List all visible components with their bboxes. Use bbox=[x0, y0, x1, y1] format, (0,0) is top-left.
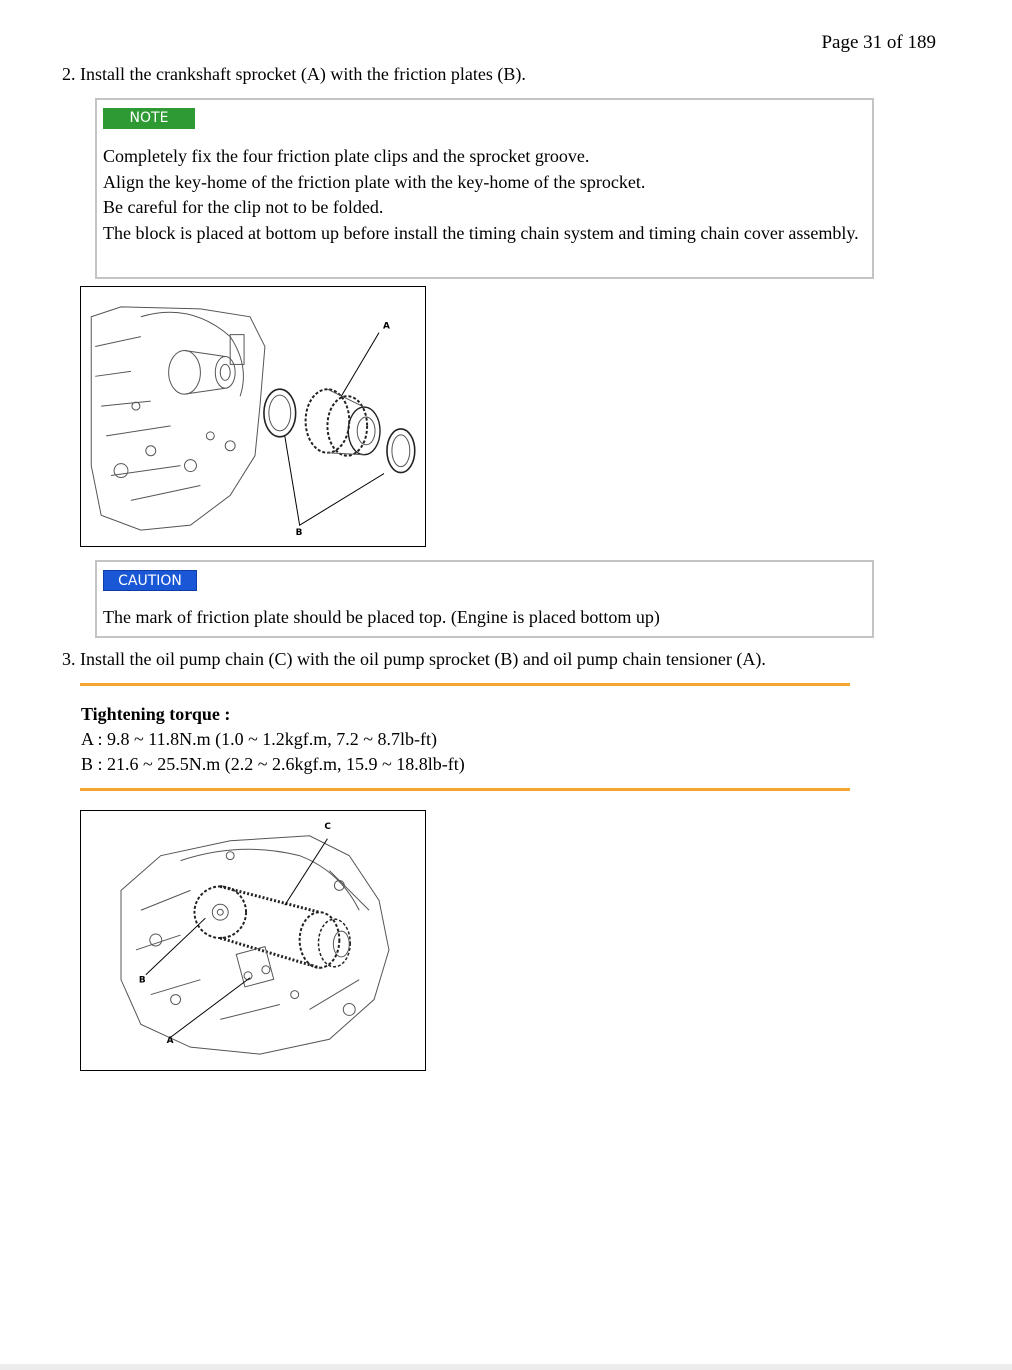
caution-text: The mark of friction plate should be placed top. (Engine is placed bottom up) bbox=[103, 607, 660, 627]
callout-c: C bbox=[324, 821, 332, 832]
note-text bbox=[103, 144, 860, 246]
caution-box bbox=[95, 560, 874, 638]
page-number: Page 31 of 189 bbox=[821, 32, 936, 53]
caution-badge: CAUTION bbox=[103, 570, 197, 591]
oil-pump-chain-drawing bbox=[81, 811, 425, 1070]
torque-line-a: A : 9.8 ~ 11.8N.m (1.0 ~ 1.2kgf.m, 7.2 ~ 8.7lb-ft) bbox=[81, 729, 438, 749]
note-badge: NOTE bbox=[103, 108, 195, 129]
note-line: The block is placed at bottom up before install the timing chain system and timing chain cover assembly. bbox=[103, 222, 859, 243]
callout-a: A bbox=[382, 321, 390, 332]
torque-title: Tightening torque : bbox=[81, 704, 231, 724]
step-2-instruction: 2. Install the crankshaft sprocket (A) with the friction plates (B). bbox=[62, 64, 526, 84]
note-line: Be careful for the clip not to be folded. bbox=[103, 197, 384, 217]
oil-pump-chain-figure bbox=[80, 810, 426, 1071]
callout-a: A bbox=[166, 1036, 174, 1047]
note-line: Completely fix the four friction plate clips and the sprocket groove. bbox=[103, 146, 590, 166]
torque-bottom-rule bbox=[80, 788, 850, 791]
callout-b: B bbox=[295, 528, 303, 539]
step-3-instruction: 3. Install the oil pump chain (C) with the oil pump sprocket (B) and oil pump chain tensioner (A). bbox=[62, 649, 766, 669]
note-box bbox=[95, 98, 874, 279]
crankshaft-sprocket-figure bbox=[80, 286, 426, 547]
tightening-torque-spec bbox=[81, 702, 465, 777]
note-line: Align the key-home of the friction plate with the key-home of the sprocket. bbox=[103, 171, 646, 192]
callout-b: B bbox=[138, 975, 146, 986]
torque-line-b: B : 21.6 ~ 25.5N.m (2.2 ~ 2.6kgf.m, 15.9 ~ 18.8lb-ft) bbox=[81, 754, 465, 774]
torque-top-rule bbox=[80, 683, 850, 686]
page-bottom-edge bbox=[0, 1364, 1012, 1370]
crankshaft-sprocket-drawing bbox=[81, 287, 425, 546]
